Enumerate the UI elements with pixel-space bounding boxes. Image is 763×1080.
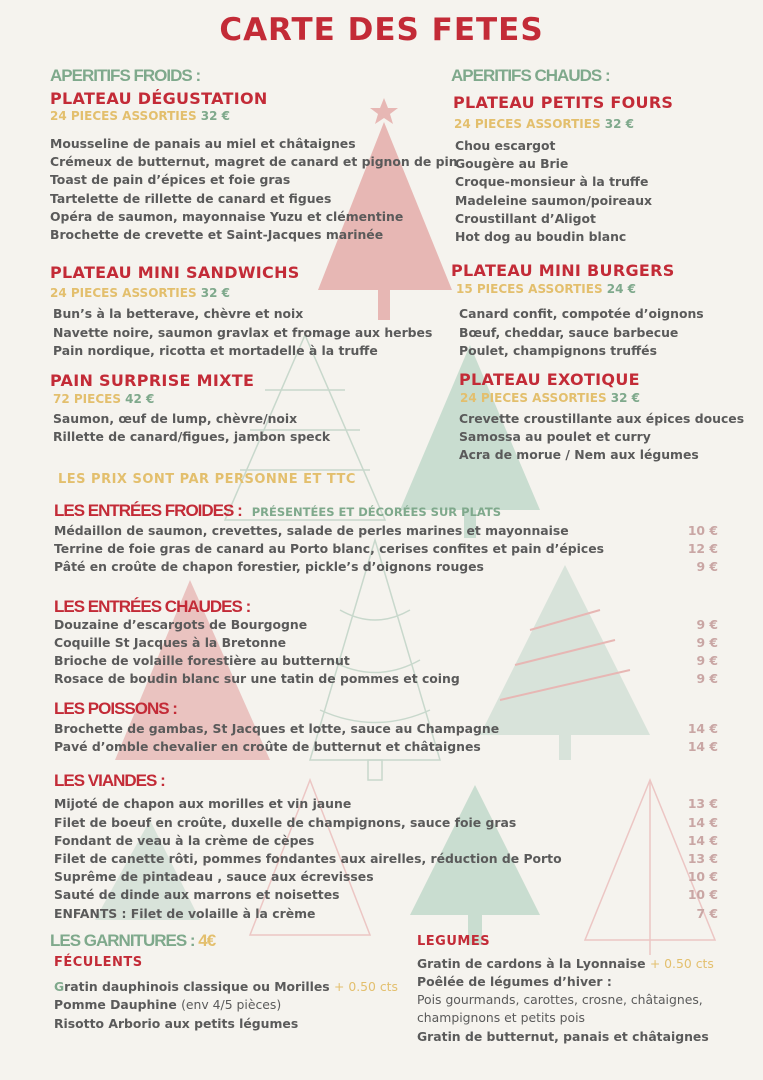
list-item: Rillette de canard/figues, jambon speck (53, 429, 331, 444)
menu-row: Filet de canette rôti, pommes fondantes aux airelles, réduction de Porto 13 € (54, 851, 718, 866)
outline-tree-icon (225, 335, 385, 520)
list-item: Gratin dauphinois classique ou Morilles + 0.50 cts (54, 979, 398, 994)
list-item: Poulet, champignons truffés (459, 343, 657, 358)
plateau-mini-sandwichs-count: 24 PIECES ASSORTIES 32 € (50, 286, 231, 300)
list-item: Bœuf, cheddar, sauce barbecue (459, 325, 679, 340)
plateau-mini-burgers-title: PLATEAU MINI BURGERS (451, 261, 675, 280)
menu-row: Coquille St Jacques à la Bretonne 9 € (54, 635, 718, 650)
list-item: Saumon, œuf de lump, chèvre/noix (53, 411, 298, 426)
list-item: Brochette de crevette et Saint-Jacques marinée (50, 227, 384, 242)
list-item: Croustillant d’Aligot (455, 211, 596, 226)
plateau-mini-sandwichs-title: PLATEAU MINI SANDWICHS (50, 263, 300, 282)
pain-surprise-title: PAIN SURPRISE MIXTE (50, 371, 255, 390)
page-title: CARTE DES FETES (219, 12, 544, 48)
list-item: Tartelette de rillette de canard et figues (50, 191, 332, 206)
menu-row: Filet de boeuf en croûte, duxelle de champignons, sauce foie gras 14 € (54, 815, 718, 830)
menu-row: Pâté en croûte de chapon forestier, pickle’s d’oignons rouges 9 € (54, 559, 718, 574)
menu-row: Terrine de foie gras de canard au Porto blanc, cerises confites et pain d’épices 12 € (54, 541, 718, 556)
list-item: Mousseline de panais au miel et châtaignes (50, 136, 356, 151)
list-item: Acra de morue / Nem aux légumes (459, 447, 699, 462)
aperitifs-froids-heading: APERITIFS FROIDS : (50, 66, 201, 85)
list-item: Bun’s à la betterave, chèvre et noix (53, 306, 304, 321)
plateau-exotique-title: PLATEAU EXOTIQUE (459, 370, 640, 389)
list-item: Chou escargot (455, 138, 556, 153)
menu-row: Brioche de volaille forestière au butternut 9 € (54, 653, 718, 668)
list-item: Madeleine saumon/poireaux (455, 193, 653, 208)
menu-row: Brochette de gambas, St Jacques et lotte, sauce au Champagne 14 € (54, 721, 718, 736)
legumes-heading: LEGUMES (417, 934, 491, 949)
pain-surprise-count: 72 PIECES 42 € (53, 392, 155, 406)
list-item: champignons et petits pois (417, 1010, 585, 1025)
menu-row: Sauté de dinde aux marrons et noisettes 10 € (54, 887, 718, 902)
menu-row: Suprême de pintadeau , sauce aux écrevisses 10 € (54, 869, 718, 884)
plateau-mini-burgers-count: 15 PIECES ASSORTIES 24 € (456, 282, 637, 296)
plateau-degustation-count: 24 PIECES ASSORTIES 32 € (50, 109, 231, 123)
list-item: Navette noire, saumon gravlax et fromage aux herbes (53, 325, 433, 340)
menu-row: Rosace de boudin blanc sur une tatin de pommes et coing 9 € (54, 671, 718, 686)
poissons-heading: LES POISSONS : (54, 699, 177, 718)
menu-row: Médaillon de saumon, crevettes, salade de perles marines et mayonnaise 10 € (54, 523, 718, 538)
list-item: Gougère au Brie (455, 156, 569, 171)
list-item: Canard confit, compotée d’oignons (459, 306, 704, 321)
list-item: Pain nordique, ricotta et mortadelle à la truffe (53, 343, 378, 358)
menu-row: Mijoté de chapon aux morilles et vin jaune 13 € (54, 796, 718, 811)
price-note: LES PRIX SONT PAR PERSONNE ET TTC (58, 472, 356, 487)
garnitures-heading: LES GARNITURES : 4€ (50, 931, 216, 950)
list-item: Risotto Arborio aux petits légumes (54, 1016, 299, 1031)
plateau-exotique-count: 24 PIECES ASSORTIES 32 € (460, 391, 641, 405)
entrees-chaudes-heading: LES ENTRÉES CHAUDES : (54, 597, 251, 616)
menu-row: ENFANTS : Filet de volaille à la crème 7 € (54, 906, 718, 921)
list-item: Opéra de saumon, mayonnaise Yuzu et clémentine (50, 209, 404, 224)
plateau-degustation-title: PLATEAU DÉGUSTATION (50, 89, 268, 108)
list-item: Crevette croustillante aux épices douces (459, 411, 745, 426)
list-item: Pomme Dauphine (env 4/5 pièces) (54, 997, 282, 1012)
viandes-heading: LES VIANDES : (54, 771, 165, 790)
list-item: Toast de pain d’épices et foie gras (50, 172, 291, 187)
menu-row: Douzaine d’escargots de Bourgogne 9 € (54, 617, 718, 632)
plateau-petits-fours-title: PLATEAU PETITS FOURS (453, 93, 674, 112)
list-item: Gratin de cardons à la Lyonnaise + 0.50 cts (417, 956, 714, 971)
menu-row: Pavé d’omble chevalier en croûte de butternut et châtaignes 14 € (54, 739, 718, 754)
list-item: Croque-monsieur à la truffe (455, 174, 649, 189)
list-item: Poêlée de légumes d’hiver : (417, 974, 612, 989)
list-item: Samossa au poulet et curry (459, 429, 651, 444)
feculents-heading: FÉCULENTS (54, 955, 143, 970)
menu-row: Fondant de veau à la crème de cèpes 14 € (54, 833, 718, 848)
list-item: Crémeux de butternut, magret de canard et pignon de pin (50, 154, 458, 169)
list-item: Hot dog au boudin blanc (455, 229, 627, 244)
plateau-petits-fours-count: 24 PIECES ASSORTIES 32 € (454, 117, 635, 131)
list-item: Pois gourmands, carottes, crosne, châtaignes, (417, 992, 703, 1007)
list-item: Gratin de butternut, panais et châtaignes (417, 1029, 709, 1044)
aperitifs-chauds-heading: APERITIFS CHAUDS : (451, 66, 610, 85)
entrees-froides-heading: LES ENTRÉES FROIDES : PRÉSENTÉES ET DÉCORÉES SUR PLATS (54, 501, 502, 520)
